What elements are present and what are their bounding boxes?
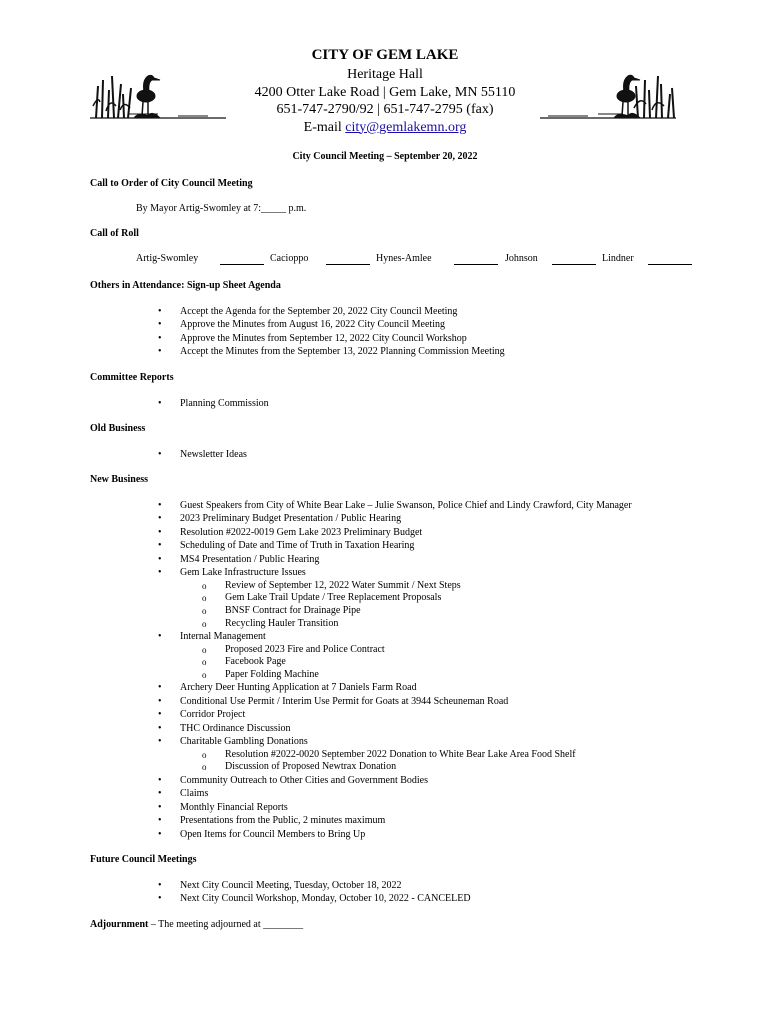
roll-blank [552,264,596,265]
item-label: Resolution #2022-0019 Gem Lake 2023 Preliminary Budget [180,526,423,538]
list-item [158,828,632,841]
email-link[interactable]: city@gemlakemn.org [345,119,467,135]
list-item [158,553,632,566]
list-item [158,801,632,814]
list-item [158,526,632,539]
list-item [158,695,632,708]
item-label: Charitable Gambling Donations [180,736,308,748]
adjournment-heading: Adjournment [90,919,149,930]
roll-blank [648,264,692,265]
list-item: • Accept the Agenda for the September 20, 2022 City Council Meeting [158,305,505,318]
list-item [158,708,632,721]
list-item [158,814,632,827]
item-label: Claims [180,788,209,800]
item-label: Gem Lake Infrastructure Issues [180,567,306,579]
sub-list [180,580,632,630]
email-line [185,119,585,137]
list-item [158,774,632,787]
roll-blank [220,264,264,265]
item-label: Corridor Project [180,709,246,721]
item-label: Presentations from the Public, 2 minutes maximum [180,815,386,827]
call-to-order-text: By Mayor Artig-Swomley at 7:_____ p.m. [136,203,307,214]
sub-item: o Recycling Hauler Transition [180,618,632,631]
list-item [158,722,632,735]
city-name: CITY OF GEM LAKE [311,47,459,63]
old-business-list [158,448,247,461]
list-item [158,499,632,512]
item-label: Internal Management [180,631,266,643]
list-item: • Next City Council Workshop, Monday, October 10, 2022 - CANCELED [158,892,471,905]
item-label: Community Outreach to Other Cities and Government Bodies [180,774,429,786]
list-item [158,630,632,681]
roll-call-heading: Call of Roll [90,228,139,239]
list-item [158,539,632,552]
future-meetings-heading: Future Council Meetings [90,854,197,865]
item-label: MS4 Presentation / Public Hearing [180,553,320,565]
sub-item: o BNSF Contract for Drainage Pipe [180,605,632,618]
roll-member: Artig-Swomley [136,253,199,264]
item-label: Monthly Financial Reports [180,801,288,813]
sub-list [180,749,632,774]
roll-member: Johnson [505,253,538,264]
future-meetings-list [158,879,471,906]
adjournment-line [90,919,303,931]
list-item: • Accept the Minutes from the September 13, 2022 Planning Commission Meeting [158,345,505,358]
address: 4200 Otter Lake Road | Gem Lake, MN 55110 [254,84,516,100]
sub-item: o Discussion of Proposed Newtrax Donation [180,761,632,774]
sub-item: o Paper Folding Machine [180,669,632,682]
phone-fax: 651-747-2790/92 | 651-747-2795 (fax) [276,102,494,117]
new-business-list [158,499,632,841]
item-label: Conditional Use Permit / Interim Use Permit for Goats at 3944 Scheuneman Road [180,695,509,707]
list-item: • Approve the Minutes from September 12, 2022 City Council Workshop [158,332,505,345]
roll-member: Lindner [602,253,634,264]
item-label: Archery Deer Hunting Application at 7 Daniels Farm Road [180,682,417,694]
roll-member: Hynes-Amlee [376,253,432,264]
list-item [158,512,632,525]
list-item: • Planning Commission [158,397,269,410]
item-label: Open Items for Council Members to Bring Up [180,828,366,840]
roll-blank [454,264,498,265]
attendance-heading: Others in Attendance: Sign-up Sheet Agenda [90,280,281,291]
list-item: • Next City Council Meeting, Tuesday, October 18, 2022 [158,879,471,892]
sub-item: o Proposed 2023 Fire and Police Contract [180,644,632,657]
sub-item: o Gem Lake Trail Update / Tree Replacement Proposals [180,592,632,605]
sub-list [180,644,632,682]
list-item: • Newsletter Ideas [158,448,247,461]
roll-member: Cacioppo [270,253,309,264]
list-item [158,787,632,800]
item-label: THC Ordinance Discussion [180,722,291,734]
roll-call-row [136,253,696,269]
item-label: Guest Speakers from City of White Bear Lake – Julie Swanson, Police Chief and Lindy Crawford, City Manager [180,500,632,511]
call-to-order-heading: Call to Order of City Council Meeting [90,178,253,189]
hall-name: Heritage Hall [347,67,423,82]
email-label: E-mail [303,119,346,135]
sub-item: o Review of September 12, 2022 Water Summit / Next Steps [180,580,632,593]
item-label: Scheduling of Date and Time of Truth in Taxation Hearing [180,540,415,552]
agenda-list [158,305,505,359]
committee-list [158,397,269,410]
meeting-title: City Council Meeting – September 20, 2022 [292,151,478,162]
list-item [158,681,632,694]
new-business-heading: New Business [90,474,149,485]
sub-item: o Facebook Page [180,656,632,669]
sub-item: o Resolution #2022-0020 September 2022 Donation to White Bear Lake Area Food Shelf [180,749,632,762]
adjournment-text: – The meeting adjourned at ________ [148,919,304,930]
roll-blank [326,264,370,265]
committee-heading: Committee Reports [90,372,174,383]
list-item [158,566,632,630]
letterhead [185,44,585,136]
item-label: 2023 Preliminary Budget Presentation / Public Hearing [180,513,402,525]
list-item [158,735,632,774]
old-business-heading: Old Business [90,423,146,434]
list-item: • Approve the Minutes from August 16, 2022 City Council Meeting [158,318,505,331]
